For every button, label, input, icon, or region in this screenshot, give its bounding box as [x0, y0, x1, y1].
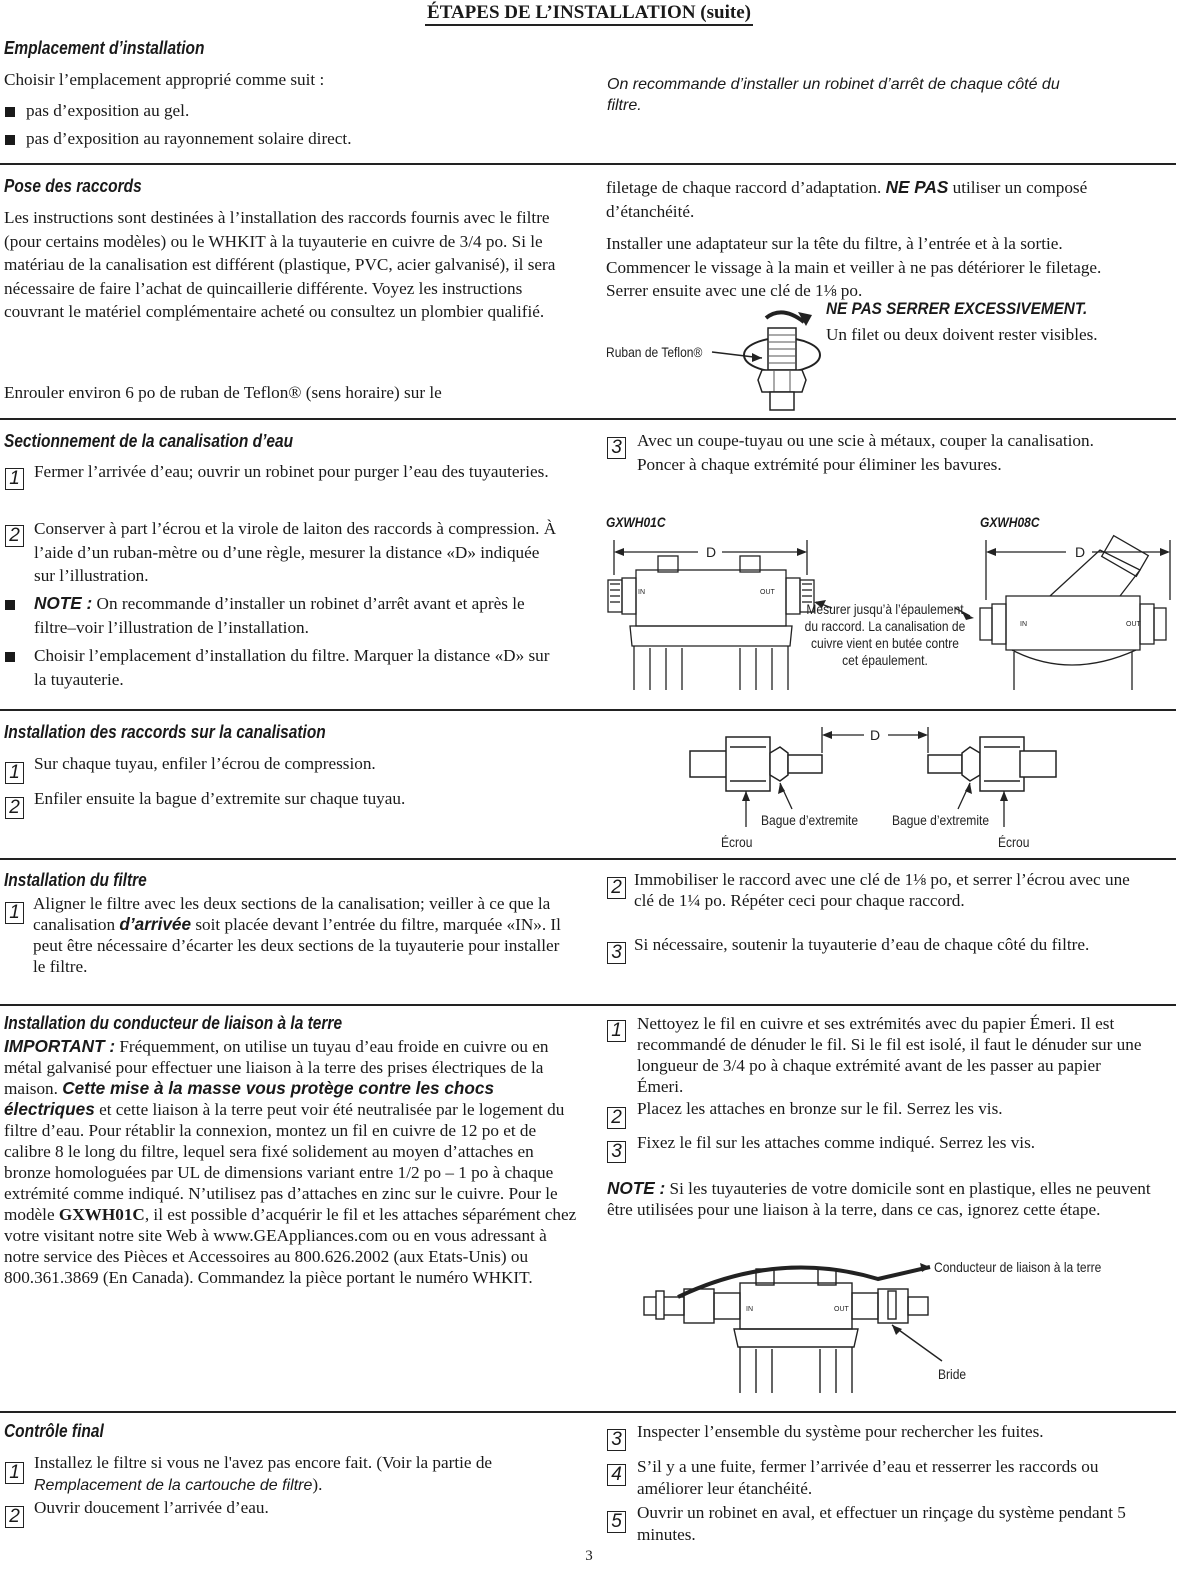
teflon-label: Ruban de Teflon® [606, 344, 703, 360]
compression-fitting-figure [688, 725, 1058, 830]
out-label: OUT [760, 589, 775, 596]
step-text: Ouvrir doucement l’arrivée d’eau. [34, 1498, 269, 1517]
step-text: Installez le filtre si vous ne l'avez pas encore fait. (Voir la partie de Remplacement de la cartouche de filtre). [34, 1453, 493, 1494]
d-label: D [870, 727, 881, 743]
bullet [5, 600, 15, 610]
ecrou-label: Écrou [721, 834, 753, 850]
model-label: GXWH01C [606, 514, 666, 530]
step-text: Fermer l’arrivée d’eau; ouvrir un robinet pour purger l’eau des tuyauteries. [34, 462, 549, 481]
step-number: 1 [5, 902, 24, 924]
warning-text: NE PAS SERRER EXCESSIVEMENT. [826, 299, 1088, 318]
step-text: Aligner le filtre avec les deux sections de la canalisation; veiller à ce que la canalisation d’arrivée soit placée devant l’entrée du filtre, marquée «IN». Il peut être nécessaire d’écarter les deux sections de la tuyauterie pour installer le filtre. [33, 894, 561, 976]
page-title: ÉTAPES DE L’INSTALLATION (suite) [0, 2, 1178, 24]
section-heading-controle: Contrôle final [4, 1421, 104, 1441]
pose-filet: Un filet ou deux doivent rester visibles. [826, 325, 1098, 344]
section-heading-pose: Pose des raccords [4, 176, 142, 196]
ecrou-label: Écrou [998, 834, 1030, 850]
emplacement-recommend: On recommande d’installer un robinet d’arrêt de chaque côté du filtre. [607, 76, 1060, 114]
pose-paragraph: filetage de chaque raccord d’adaptation. NE PAS utiliser un composé d’étanchéité. [606, 177, 1088, 221]
step-number: 4 [607, 1464, 626, 1486]
emplacement-bullet: pas d’exposition au gel. [26, 101, 190, 120]
emplacement-bullet: pas d’exposition au rayonnement solaire direct. [26, 129, 352, 148]
step-number: 1 [5, 1462, 24, 1484]
step-text: Enfiler ensuite la bague d’extremite sur chaque tuyau. [34, 789, 406, 808]
model-label: GXWH08C [980, 514, 1040, 530]
step-number: 1 [5, 762, 24, 784]
step-text: Nettoyez le fil en cuivre et ses extrémités avec du papier Émeri. Il est recommandé de dénuder le fil. Si le fil est isolé, il faut le dénuder sur une longueur de 3/4 po à chaque extrémité avant de les passer au papier Émeri. [637, 1014, 1142, 1096]
in-label: IN [638, 589, 645, 596]
section-divider [0, 418, 1176, 420]
section-divider [0, 163, 1176, 165]
pose-paragraph: Enrouler environ 6 po de ruban de Teflon® (sens horaire) sur le [4, 383, 442, 402]
section-divider [0, 1411, 1176, 1413]
step-text: Ouvrir un robinet en aval, et effectuer un rinçage du système pendant 5 minutes. [637, 1503, 1126, 1544]
step-text: Si nécessaire, soutenir la tuyauterie d’eau de chaque côté du filtre. [634, 935, 1090, 954]
step-number: 3 [607, 1141, 626, 1163]
section-heading-filtre: Installation du filtre [4, 870, 147, 890]
step-number: 3 [607, 437, 626, 459]
terre-paragraph: IMPORTANT : Fréquemment, on utilise un tuyau d’eau froide en cuivre ou en métal galvanisé pour effectuer une liaison à la terre des prises électriques de la maison. Cette mise à la masse vous protège contre les chocs électriques et cette liaison à la terre peut voir été neutralisée par le logement du filtre d’eau. Pour rétablir la connexion, montez un fil en cuivre de 12 po et de calibre 8 le long du filtre, lequel sera fixé solidement au moyen d’attaches en bronze homologuées par UL de dimensions variant entre 1/2 po – 1 po à chaque extrémité comme indiqué. N’utilisez pas d’attaches en zinc sur le cuivre. Pour le modèle GXWH01C, il est possible d’acquérir le fil et les attaches séparément chez votre visitant notre site Web à www.GEAppliances.com ou en vous adressant à notre service des Pièces et Accessoires au 800.626.2002 (aux Etats-Unis) ou 800.361.3869 (En Canada). Commandez la pièce portant le numéro WHKIT. [4, 1036, 577, 1287]
step-number: 2 [607, 1107, 626, 1129]
grounding-wire-figure [638, 1255, 938, 1395]
out-label: OUT [1126, 621, 1141, 628]
step-text: Placez les attaches en bronze sur le fil. Serrez les vis. [637, 1099, 1003, 1118]
section-heading-sectionnement: Sectionnement de la canalisation d’eau [4, 431, 294, 451]
section-heading-terre: Installation du conducteur de liaison à la terre [4, 1013, 343, 1033]
page-number: 3 [585, 1548, 593, 1564]
section-divider [0, 709, 1176, 711]
step-number: 1 [5, 468, 24, 490]
section-heading-emplacement: Emplacement d’installation [4, 38, 205, 58]
emplacement-intro: Choisir l’emplacement approprié comme suit : [4, 70, 325, 89]
bullet [5, 107, 15, 117]
teflon-fitting-figure [700, 300, 830, 415]
section-divider [0, 858, 1176, 860]
section-divider [0, 1004, 1176, 1006]
conducteur-label: Conducteur de liaison à la terre [934, 1259, 1102, 1275]
step-text: Avec un coupe-tuyau ou une scie à métaux, couper la canalisation. Poncer à chaque extrémité pour éliminer les bavures. [637, 431, 1094, 474]
note-text: NOTE : Si les tuyauteries de votre domicile sont en plastique, elles ne peuvent être utilisées pour une liaison à la terre, dans ce cas, ignorez cette étape. [607, 1178, 1151, 1219]
bague-label: Bague d’extremite [892, 812, 990, 828]
step-text: Immobiliser le raccord avec une clé de 1⅛ po, et serrer l’écrou avec une clé de 1¼ po. Répéter ceci pour chaque raccord. [634, 870, 1130, 910]
bride-label: Bride [938, 1366, 967, 1382]
d-label: D [706, 544, 717, 560]
step-number: 2 [5, 1506, 24, 1528]
note-text: NOTE : On recommande d’installer un robinet d’arrêt avant et après le filtre–voir l’illustration de l’installation. [34, 593, 525, 637]
pose-paragraph: Les instructions sont destinées à l’installation des raccords fournis avec le filtre (pour certains modèles) ou le WHKIT à la tuyauterie en cuivre de 3/4 po. Si le matériau de la canalisation est différent (plastique, PVC, acier galvanisé), il sera nécessaire de faire l’achat de quincaillerie différente. Voyez les instructions couvrant le matériel complémentaire acheté ou consultez un plombier qualifié. [4, 208, 556, 321]
step-number: 2 [5, 525, 24, 547]
step-number: 3 [607, 942, 626, 964]
step-number: 3 [607, 1429, 626, 1451]
step-text: Conserver à part l’écrou et la virole de laiton des raccords à compression. À l’aide d’un ruban-mètre ou d’une règle, mesurer la distance «D» indiquée sur l’illustration. [34, 519, 557, 585]
step-number: 2 [5, 797, 24, 819]
bullet [5, 652, 15, 662]
pose-paragraph: Installer une adaptateur sur la tête du filtre, à l’entrée et à la sortie. Commencer le vissage à la main et veiller à ne pas détériorer le filetage. Serrer ensuite avec une clé de 1⅛ po. [606, 234, 1102, 300]
step-text: S’il y a une fuite, fermer l’arrivée d’eau et resserrer les raccords ou améliorer leur étanchéité. [637, 1457, 1099, 1498]
step-text: Inspecter l’ensemble du système pour rechercher les fuites. [637, 1422, 1044, 1441]
bullet [5, 135, 15, 145]
step-text: Fixez le fil sur les attaches comme indiqué. Serrez les vis. [637, 1133, 1036, 1152]
step-text: Choisir l’emplacement d’installation du filtre. Marquer la distance «D» sur la tuyauterie. [34, 646, 550, 689]
step-number: 1 [607, 1020, 626, 1042]
bague-label: Bague d’extremite [761, 812, 859, 828]
out-label: OUT [834, 1306, 849, 1313]
section-heading-raccords: Installation des raccords sur la canalisation [4, 722, 326, 742]
measure-note: Mesurer jusqu’à l’épaulement du raccord. La canalisation de cuivre vient en butée contre cet épaulement. [804, 601, 966, 668]
d-label: D [1075, 544, 1086, 560]
in-label: IN [746, 1306, 753, 1313]
step-number: 2 [607, 877, 626, 899]
step-number: 5 [607, 1511, 626, 1533]
step-text: Sur chaque tuyau, enfiler l’écrou de compression. [34, 754, 376, 773]
in-label: IN [1020, 621, 1027, 628]
